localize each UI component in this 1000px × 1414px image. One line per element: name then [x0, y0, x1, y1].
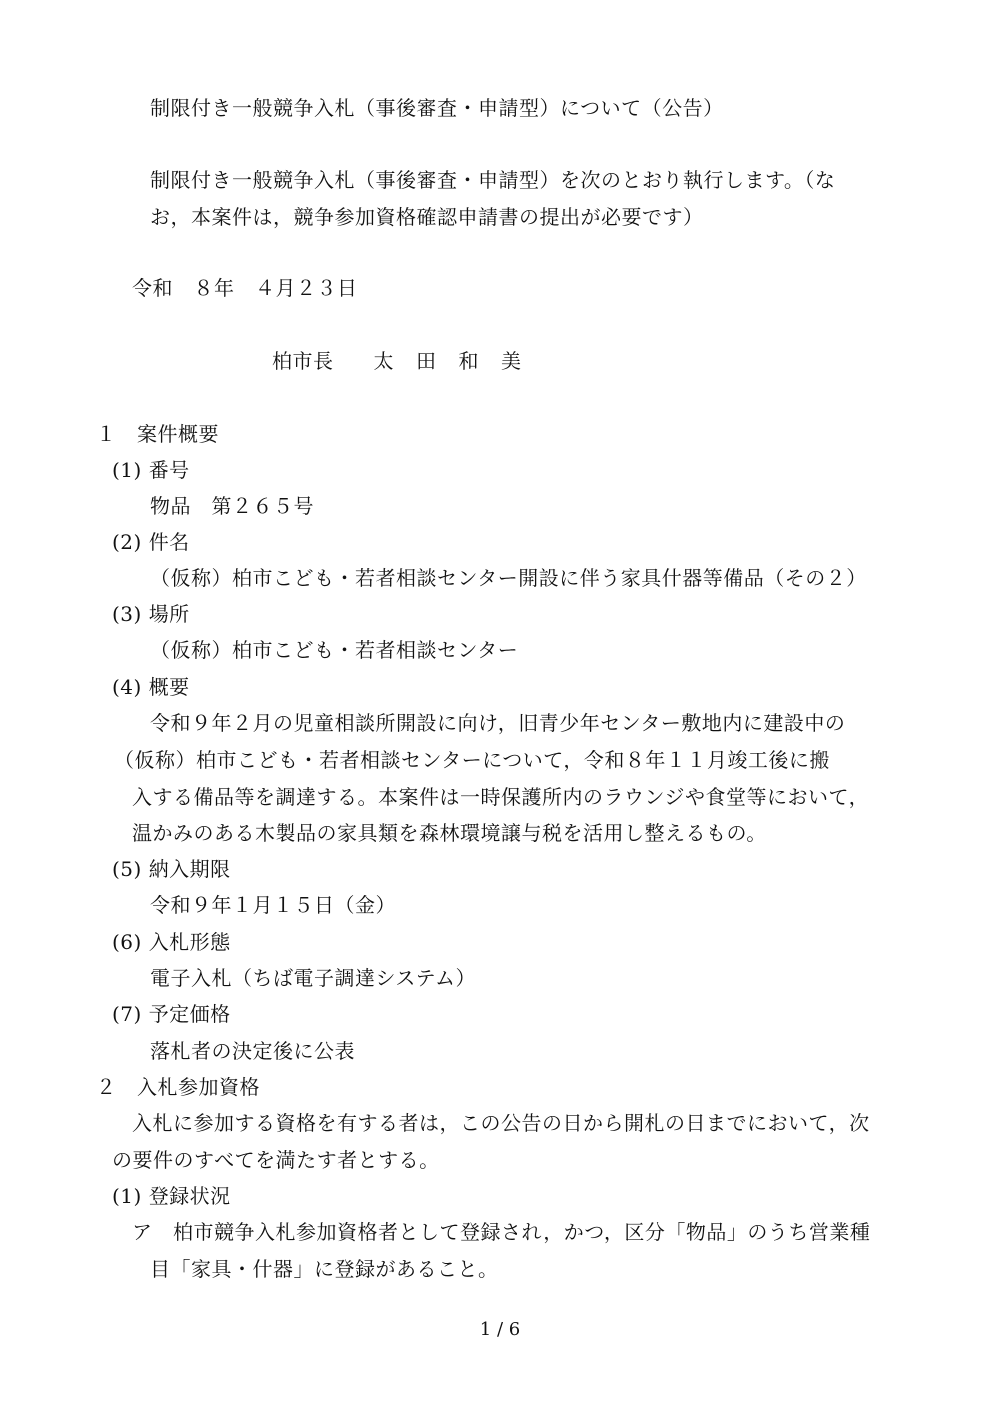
- item-summary-label: (4) 概要: [112, 675, 190, 699]
- signatory-office: 柏市長: [272, 349, 334, 373]
- item-summary-line-1: 令和９年２月の児童相談所開設に向け，旧青少年センター敷地内に建設中の: [150, 711, 846, 735]
- item-bid-format-label: (6) 入札形態: [112, 930, 231, 954]
- item-place-label: (3) 場所: [112, 602, 190, 626]
- notice-date: 令和 ８年 ４月２３日: [132, 276, 358, 300]
- intro-line-2: お，本案件は，競争参加資格確認申請書の提出が必要です）: [150, 205, 704, 229]
- section2-intro-line-2: の要件のすべてを満たす者とする。: [112, 1148, 440, 1172]
- signatory: [272, 347, 522, 375]
- item-price-label: (7) 予定価格: [112, 1002, 231, 1026]
- item-name-label: (2) 件名: [112, 530, 190, 554]
- item-place-value: （仮称）柏市こども・若者相談センター: [150, 638, 519, 662]
- signatory-name-char: 田: [416, 349, 437, 373]
- registration-item-a-line-2: 目「家具・什器」に登録があること。: [150, 1257, 499, 1281]
- item-summary-line-2: （仮称）柏市こども・若者相談センターについて，令和８年１１月竣工後に搬: [114, 748, 830, 772]
- section2-heading: ２ 入札参加資格: [96, 1075, 260, 1099]
- item-deadline-label: (5) 納入期限: [112, 857, 231, 881]
- item-bid-format-value: 電子入札（ちば電子調達システム）: [150, 966, 476, 990]
- section2-intro-line-1: 入札に参加する資格を有する者は，この公告の日から開札の日までにおいて，次: [132, 1111, 870, 1135]
- signatory-name-char: 和: [458, 349, 479, 373]
- section1-heading: １ 案件概要: [96, 422, 219, 446]
- item-summary-line-3: 入する備品等を調達する。本案件は一時保護所内のラウンジや食堂等において，: [132, 785, 870, 809]
- registration-label: (1) 登録状況: [112, 1184, 231, 1208]
- document-title: 制限付き一般競争入札（事後審査・申請型）について（公告）: [150, 96, 724, 120]
- signatory-name-char: 太: [373, 349, 394, 373]
- signatory-name-char: 美: [501, 349, 522, 373]
- item-name-value: （仮称）柏市こども・若者相談センター開設に伴う家具什器等備品（その２）: [150, 566, 867, 590]
- item-price-value: 落札者の決定後に公表: [150, 1039, 355, 1063]
- page-indicator: 1 / 6: [479, 1319, 521, 1340]
- item-number-value: 物品 第２６５号: [150, 494, 314, 518]
- item-number-label: (1) 番号: [112, 458, 190, 482]
- item-deadline-value: 令和９年１月１５日（金）: [150, 893, 396, 917]
- item-summary-line-4: 温かみのある木製品の家具類を森林環境譲与税を活用し整えるもの。: [132, 821, 767, 845]
- intro-line-1: 制限付き一般競争入札（事後審査・申請型）を次のとおり執行します。（な: [150, 168, 836, 192]
- registration-item-a-line-1: ア 柏市競争入札参加資格者として登録され，かつ，区分「物品」のうち営業種: [132, 1220, 871, 1244]
